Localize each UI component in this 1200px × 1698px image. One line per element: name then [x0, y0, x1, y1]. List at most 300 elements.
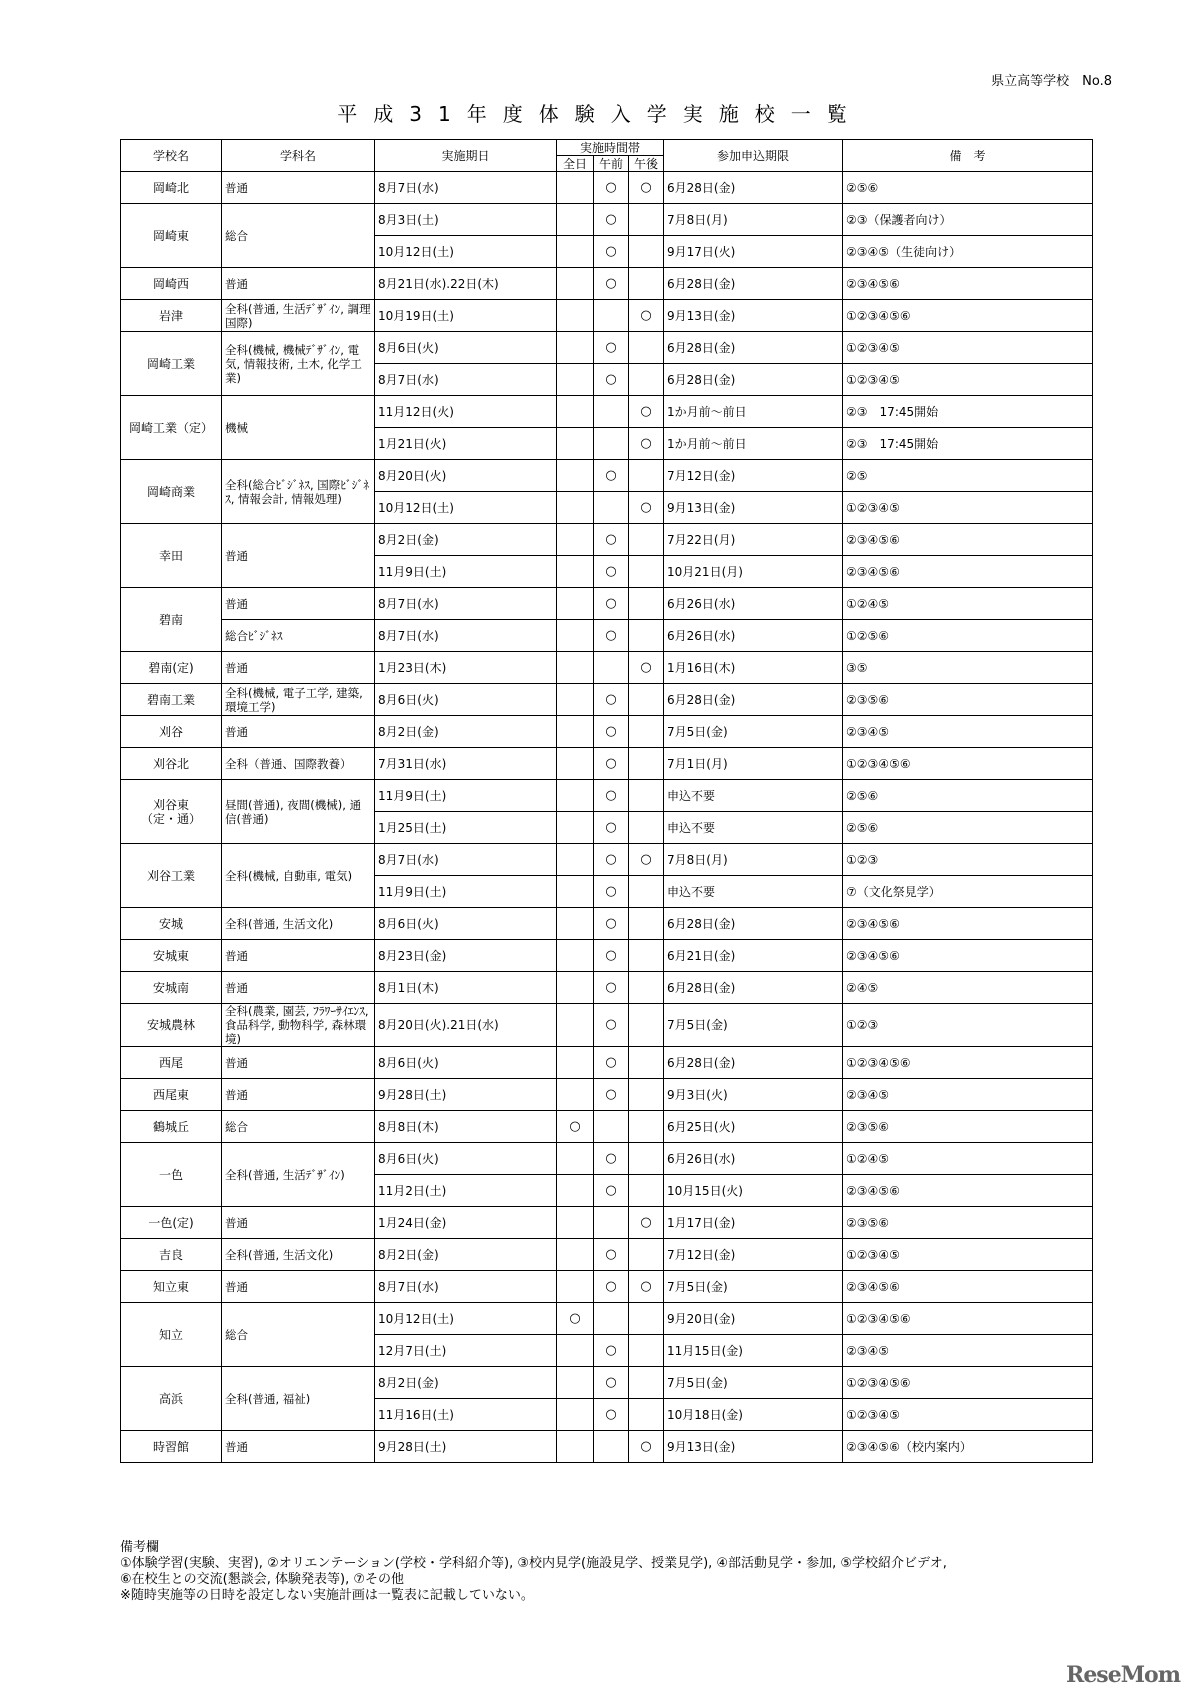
- afternoon-mark: [629, 332, 664, 364]
- notes: ②③④⑤⑥: [843, 1175, 1093, 1207]
- deadline: 6月28日(金): [664, 908, 843, 940]
- morning-mark: [594, 428, 629, 460]
- all-day-mark: [557, 460, 594, 492]
- all-day-mark: ○: [557, 1111, 594, 1143]
- table-row: [121, 908, 1093, 940]
- header-morning: 午前: [594, 156, 629, 172]
- table-row: [121, 1239, 1093, 1271]
- deadline: 9月13日(金): [664, 492, 843, 524]
- table-row: [121, 268, 1093, 300]
- morning-mark: ○: [594, 236, 629, 268]
- page-title: 平成31年度体験入学実施校一覧: [337, 102, 863, 126]
- afternoon-mark: [629, 1079, 664, 1111]
- school-name-text: 岡崎東: [152, 228, 189, 243]
- header-school: 学校名: [121, 140, 222, 172]
- school-name-text: 時習館: [152, 1439, 189, 1454]
- school-name-text: 安城: [158, 916, 183, 931]
- afternoon-mark: [629, 1367, 664, 1399]
- notes: ②③⑤⑥: [843, 1207, 1093, 1239]
- school-name-text: 安城南: [152, 980, 189, 995]
- notes: ①②③④⑤⑥: [843, 300, 1093, 332]
- all-day-mark: [557, 876, 594, 908]
- morning-mark: ○: [594, 972, 629, 1004]
- school-name: [121, 684, 222, 716]
- department: 普通: [222, 1271, 375, 1303]
- morning-mark: ○: [594, 908, 629, 940]
- morning-mark: ○: [594, 1399, 629, 1431]
- morning-mark: ○: [594, 1175, 629, 1207]
- afternoon-mark: [629, 876, 664, 908]
- notes: ①②⑤⑥: [843, 620, 1093, 652]
- afternoon-mark: ○: [629, 1271, 664, 1303]
- school-name: [121, 300, 222, 332]
- notes: ②③（保護者向け）: [843, 204, 1093, 236]
- notes: ②③④⑤⑥: [843, 908, 1093, 940]
- deadline: 7月5日(金): [664, 1004, 843, 1047]
- all-day-mark: [557, 1399, 594, 1431]
- all-day-mark: [557, 588, 594, 620]
- school-name-text: 碧南工業: [146, 692, 195, 707]
- notes: ②③④⑤（生徒向け）: [843, 236, 1093, 268]
- department: 普通: [222, 524, 375, 588]
- morning-mark: [594, 1303, 629, 1335]
- school-name: [121, 1303, 222, 1367]
- all-day-mark: [557, 844, 594, 876]
- school-name: [121, 524, 222, 588]
- all-day-mark: [557, 1004, 594, 1047]
- table-row: [121, 1271, 1093, 1303]
- date: 8月6日(火): [375, 908, 557, 940]
- table-body: [121, 172, 1093, 1463]
- afternoon-mark: [629, 588, 664, 620]
- department: 普通: [222, 172, 375, 204]
- school-name-text: 岡崎西: [152, 276, 189, 291]
- morning-mark: ○: [594, 1004, 629, 1047]
- notes: ①②③④⑤⑥: [843, 748, 1093, 780]
- afternoon-mark: [629, 1111, 664, 1143]
- school-name-text: 岡崎北: [152, 180, 189, 195]
- all-day-mark: [557, 1431, 594, 1463]
- deadline: 1月17日(金): [664, 1207, 843, 1239]
- all-day-mark: [557, 620, 594, 652]
- department: 全科(普通, 生活文化): [222, 1239, 375, 1271]
- all-day-mark: [557, 1335, 594, 1367]
- school-name: [121, 716, 222, 748]
- department: 全科(機械, 機械ﾃﾞｻﾞｲﾝ, 電気, 情報技術, 土木, 化学工業): [222, 332, 375, 396]
- notes: ①②③④⑤: [843, 332, 1093, 364]
- school-name: [121, 940, 222, 972]
- all-day-mark: [557, 1239, 594, 1271]
- all-day-mark: [557, 1143, 594, 1175]
- school-name: [121, 780, 222, 844]
- department: 普通: [222, 716, 375, 748]
- deadline: 10月21日(月): [664, 556, 843, 588]
- department: 総合: [222, 204, 375, 268]
- morning-mark: ○: [594, 460, 629, 492]
- date: 11月9日(土): [375, 556, 557, 588]
- deadline: 6月28日(金): [664, 268, 843, 300]
- all-day-mark: [557, 812, 594, 844]
- all-day-mark: [557, 1175, 594, 1207]
- notes: ①②③④⑤: [843, 1239, 1093, 1271]
- deadline: 7月12日(金): [664, 460, 843, 492]
- notes: ①②③: [843, 844, 1093, 876]
- legend-line: ※随時実施等の日時を設定しない実施計画は一覧表に記載していない。: [120, 1588, 534, 1603]
- header-notes: 備 考: [843, 140, 1093, 172]
- date: 8月2日(金): [375, 524, 557, 556]
- school-name-text: 碧南: [158, 612, 183, 627]
- date: 8月6日(火): [375, 332, 557, 364]
- department: 普通: [222, 1079, 375, 1111]
- deadline: 申込不要: [664, 780, 843, 812]
- department: 総合: [222, 1303, 375, 1367]
- school-name: [121, 1207, 222, 1239]
- table-row: [121, 1047, 1093, 1079]
- table-row: [121, 716, 1093, 748]
- all-day-mark: [557, 1271, 594, 1303]
- deadline: 7月1日(月): [664, 748, 843, 780]
- morning-mark: ○: [594, 684, 629, 716]
- afternoon-mark: ○: [629, 300, 664, 332]
- school-name-text: 一色(定): [148, 1215, 194, 1230]
- afternoon-mark: ○: [629, 492, 664, 524]
- department: 全科(総合ﾋﾞｼﾞﾈｽ, 国際ﾋﾞｼﾞﾈｽ, 情報会計, 情報処理): [222, 460, 375, 524]
- afternoon-mark: [629, 1399, 664, 1431]
- afternoon-mark: [629, 268, 664, 300]
- date: 8月2日(金): [375, 716, 557, 748]
- department: 全科(普通, 生活文化): [222, 908, 375, 940]
- deadline: 11月15日(金): [664, 1335, 843, 1367]
- morning-mark: [594, 492, 629, 524]
- all-day-mark: [557, 1047, 594, 1079]
- afternoon-mark: [629, 524, 664, 556]
- afternoon-mark: [629, 940, 664, 972]
- resemom-logo: ReseMom: [1066, 1662, 1180, 1688]
- department: 機械: [222, 396, 375, 460]
- morning-mark: ○: [594, 780, 629, 812]
- date: 10月19日(土): [375, 300, 557, 332]
- department: 普通: [222, 972, 375, 1004]
- notes: ③⑤: [843, 652, 1093, 684]
- morning-mark: ○: [594, 1079, 629, 1111]
- legend-line: ①体験学習(実験、実習), ②オリエンテーション(学校・学科紹介等), ③校内見学(施設見学、授業見学), ④部活動見学・参加, ⑤学校紹介ビデオ,: [120, 1556, 947, 1571]
- notes: ①②④⑤: [843, 588, 1093, 620]
- all-day-mark: [557, 332, 594, 364]
- afternoon-mark: ○: [629, 1431, 664, 1463]
- afternoon-mark: [629, 236, 664, 268]
- deadline: 6月26日(水): [664, 620, 843, 652]
- department: 総合: [222, 1111, 375, 1143]
- morning-mark: ○: [594, 1271, 629, 1303]
- school-name-text: 高浜: [158, 1391, 183, 1406]
- deadline: 7月8日(月): [664, 844, 843, 876]
- school-name: [121, 268, 222, 300]
- deadline: 6月26日(水): [664, 1143, 843, 1175]
- date: 11月12日(火): [375, 396, 557, 428]
- deadline: 申込不要: [664, 812, 843, 844]
- legend: [120, 1540, 1110, 1604]
- all-day-mark: [557, 748, 594, 780]
- notes: ②③ 17:45開始: [843, 428, 1093, 460]
- afternoon-mark: [629, 972, 664, 1004]
- date: 8月2日(金): [375, 1367, 557, 1399]
- afternoon-mark: ○: [629, 1207, 664, 1239]
- school-name: [121, 1239, 222, 1271]
- all-day-mark: [557, 652, 594, 684]
- table-header: [121, 140, 1093, 172]
- all-day-mark: [557, 236, 594, 268]
- afternoon-mark: [629, 1047, 664, 1079]
- school-name: [121, 204, 222, 268]
- date: 10月12日(土): [375, 492, 557, 524]
- school-name-text: 岡崎工業（定）: [128, 420, 213, 435]
- morning-mark: ○: [594, 844, 629, 876]
- school-name: [121, 1004, 222, 1047]
- all-day-mark: [557, 1207, 594, 1239]
- morning-mark: ○: [594, 1367, 629, 1399]
- school-name: [121, 332, 222, 396]
- deadline: 7月22日(月): [664, 524, 843, 556]
- department: 普通: [222, 940, 375, 972]
- all-day-mark: [557, 396, 594, 428]
- morning-mark: ○: [594, 940, 629, 972]
- afternoon-mark: [629, 1335, 664, 1367]
- notes: ⑦（文化祭見学）: [843, 876, 1093, 908]
- notes: ①②③: [843, 1004, 1093, 1047]
- table-row: [121, 748, 1093, 780]
- date: 8月6日(火): [375, 684, 557, 716]
- afternoon-mark: [629, 460, 664, 492]
- morning-mark: ○: [594, 620, 629, 652]
- school-name-text: 知立: [158, 1327, 183, 1342]
- school-name: [121, 1367, 222, 1431]
- school-name: [121, 1143, 222, 1207]
- date: 8月6日(火): [375, 1047, 557, 1079]
- school-name-text: 知立東: [152, 1279, 189, 1294]
- school-name: [121, 844, 222, 908]
- school-name-text: 刈谷: [158, 724, 183, 739]
- school-name-text: 幸田: [158, 548, 183, 563]
- table-row: [121, 1367, 1093, 1399]
- notes: ②③④⑤: [843, 716, 1093, 748]
- department: 昼間(普通), 夜間(機械), 通信(普通): [222, 780, 375, 844]
- date: 10月12日(土): [375, 1303, 557, 1335]
- schools-table: [120, 139, 1093, 1463]
- morning-mark: ○: [594, 204, 629, 236]
- notes: ①②③④⑤⑥: [843, 1047, 1093, 1079]
- department: 普通: [222, 1207, 375, 1239]
- school-name: [121, 1079, 222, 1111]
- morning-mark: ○: [594, 556, 629, 588]
- morning-mark: [594, 396, 629, 428]
- deadline: 1か月前～前日: [664, 396, 843, 428]
- afternoon-mark: [629, 684, 664, 716]
- school-name-text: 鶴城丘: [152, 1119, 189, 1134]
- deadline: 6月21日(金): [664, 940, 843, 972]
- morning-mark: ○: [594, 364, 629, 396]
- afternoon-mark: [629, 908, 664, 940]
- school-name: [121, 652, 222, 684]
- header-date: 実施期日: [375, 140, 557, 172]
- notes: ②③④⑤⑥（校内案内）: [843, 1431, 1093, 1463]
- morning-mark: ○: [594, 332, 629, 364]
- deadline: 9月20日(金): [664, 1303, 843, 1335]
- table-row: [121, 1207, 1093, 1239]
- afternoon-mark: [629, 364, 664, 396]
- department: 総合ﾋﾞｼﾞﾈｽ: [222, 620, 375, 652]
- school-name: [121, 908, 222, 940]
- all-day-mark: ○: [557, 1303, 594, 1335]
- school-name-text: 安城東: [152, 948, 189, 963]
- afternoon-mark: ○: [629, 652, 664, 684]
- date: 7月31日(水): [375, 748, 557, 780]
- table-row: [121, 1143, 1093, 1175]
- morning-mark: [594, 1431, 629, 1463]
- table-row: [121, 844, 1093, 876]
- school-name: [121, 972, 222, 1004]
- date: 1月24日(金): [375, 1207, 557, 1239]
- school-name-text: 一色: [158, 1167, 183, 1182]
- deadline: 9月17日(火): [664, 236, 843, 268]
- header-all-day: 全日: [557, 156, 594, 172]
- table-row: [121, 1431, 1093, 1463]
- afternoon-mark: ○: [629, 428, 664, 460]
- morning-mark: ○: [594, 172, 629, 204]
- legend-heading: 備考欄: [120, 1540, 160, 1555]
- notes: ②③④⑤: [843, 1079, 1093, 1111]
- department: 全科(普通, 福祉): [222, 1367, 375, 1431]
- deadline: 6月28日(金): [664, 972, 843, 1004]
- notes: ②③④⑤⑥: [843, 268, 1093, 300]
- morning-mark: ○: [594, 1047, 629, 1079]
- all-day-mark: [557, 492, 594, 524]
- table-row: [121, 1303, 1093, 1335]
- notes: ②③④⑤⑥: [843, 1271, 1093, 1303]
- all-day-mark: [557, 684, 594, 716]
- deadline: 7月5日(金): [664, 1271, 843, 1303]
- notes: ②⑤⑥: [843, 172, 1093, 204]
- deadline: 6月25日(火): [664, 1111, 843, 1143]
- table-row: [121, 588, 1093, 620]
- date: 8月6日(火): [375, 1143, 557, 1175]
- deadline: 9月3日(火): [664, 1079, 843, 1111]
- table-row: [121, 1111, 1093, 1143]
- date: 8月23日(金): [375, 940, 557, 972]
- header-department: 学科名: [222, 140, 375, 172]
- date: 11月16日(土): [375, 1399, 557, 1431]
- deadline: 6月28日(金): [664, 364, 843, 396]
- afternoon-mark: ○: [629, 396, 664, 428]
- notes: ①②④⑤: [843, 1143, 1093, 1175]
- date: 8月21日(水).22日(木): [375, 268, 557, 300]
- notes: ①②③④⑤⑥: [843, 1367, 1093, 1399]
- date: 8月1日(木): [375, 972, 557, 1004]
- all-day-mark: [557, 204, 594, 236]
- deadline: 9月13日(金): [664, 1431, 843, 1463]
- deadline: 申込不要: [664, 876, 843, 908]
- deadline: 7月12日(金): [664, 1239, 843, 1271]
- notes: ②③④⑤⑥: [843, 556, 1093, 588]
- morning-mark: [594, 1207, 629, 1239]
- date: 1月25日(土): [375, 812, 557, 844]
- date: 8月20日(火).21日(水): [375, 1004, 557, 1047]
- morning-mark: ○: [594, 1239, 629, 1271]
- morning-mark: [594, 300, 629, 332]
- morning-mark: ○: [594, 716, 629, 748]
- all-day-mark: [557, 172, 594, 204]
- table-row: [121, 652, 1093, 684]
- table-row: [121, 684, 1093, 716]
- table-row: [121, 620, 1093, 652]
- all-day-mark: [557, 1367, 594, 1399]
- notes: ②③⑤⑥: [843, 1111, 1093, 1143]
- morning-mark: ○: [594, 268, 629, 300]
- afternoon-mark: ○: [629, 844, 664, 876]
- notes: ①②③④⑤⑥: [843, 1303, 1093, 1335]
- department: 全科(普通, 生活ﾃﾞｻﾞｲﾝ): [222, 1143, 375, 1207]
- header-time-group: 実施時間帯: [557, 140, 664, 156]
- date: 9月28日(土): [375, 1079, 557, 1111]
- table-row: [121, 940, 1093, 972]
- date: 10月12日(土): [375, 236, 557, 268]
- afternoon-mark: [629, 812, 664, 844]
- school-name-text: 西尾東: [152, 1087, 189, 1102]
- table-row: [121, 332, 1093, 364]
- all-day-mark: [557, 556, 594, 588]
- department: 普通: [222, 1431, 375, 1463]
- school-name: [121, 1431, 222, 1463]
- notes: ①②③④⑤: [843, 1399, 1093, 1431]
- morning-mark: ○: [594, 1143, 629, 1175]
- date: 9月28日(土): [375, 1431, 557, 1463]
- table-row: [121, 780, 1093, 812]
- department: 全科(農業, 園芸, ﾌﾗﾜｰｻｲｴﾝｽ, 食品科学, 動物科学, 森林環境): [222, 1004, 375, 1047]
- school-name-text: 岩津: [158, 308, 183, 323]
- department: 普通: [222, 588, 375, 620]
- notes: ①②③④⑤: [843, 364, 1093, 396]
- date: 1月23日(木): [375, 652, 557, 684]
- school-name-text: 岡崎商業: [146, 484, 195, 499]
- notes: ②⑤⑥: [843, 812, 1093, 844]
- afternoon-mark: [629, 780, 664, 812]
- table-row: [121, 1004, 1093, 1047]
- document-tag: 県立高等学校 No.8: [991, 74, 1112, 89]
- deadline: 1月16日(木): [664, 652, 843, 684]
- date: 8月7日(水): [375, 588, 557, 620]
- deadline: 6月28日(金): [664, 1047, 843, 1079]
- afternoon-mark: [629, 1175, 664, 1207]
- all-day-mark: [557, 524, 594, 556]
- all-day-mark: [557, 780, 594, 812]
- morning-mark: ○: [594, 524, 629, 556]
- deadline: 6月28日(金): [664, 172, 843, 204]
- date: 8月3日(土): [375, 204, 557, 236]
- date: 8月7日(水): [375, 172, 557, 204]
- table-row: [121, 524, 1093, 556]
- afternoon-mark: [629, 748, 664, 780]
- all-day-mark: [557, 300, 594, 332]
- date: 12月7日(土): [375, 1335, 557, 1367]
- date: 8月7日(水): [375, 844, 557, 876]
- morning-mark: ○: [594, 1335, 629, 1367]
- department: 全科(機械, 自動車, 電気): [222, 844, 375, 908]
- deadline: 10月18日(金): [664, 1399, 843, 1431]
- all-day-mark: [557, 972, 594, 1004]
- deadline: 9月13日(金): [664, 300, 843, 332]
- table-row: [121, 972, 1093, 1004]
- afternoon-mark: [629, 1143, 664, 1175]
- department: 全科（普通、国際教養）: [222, 748, 375, 780]
